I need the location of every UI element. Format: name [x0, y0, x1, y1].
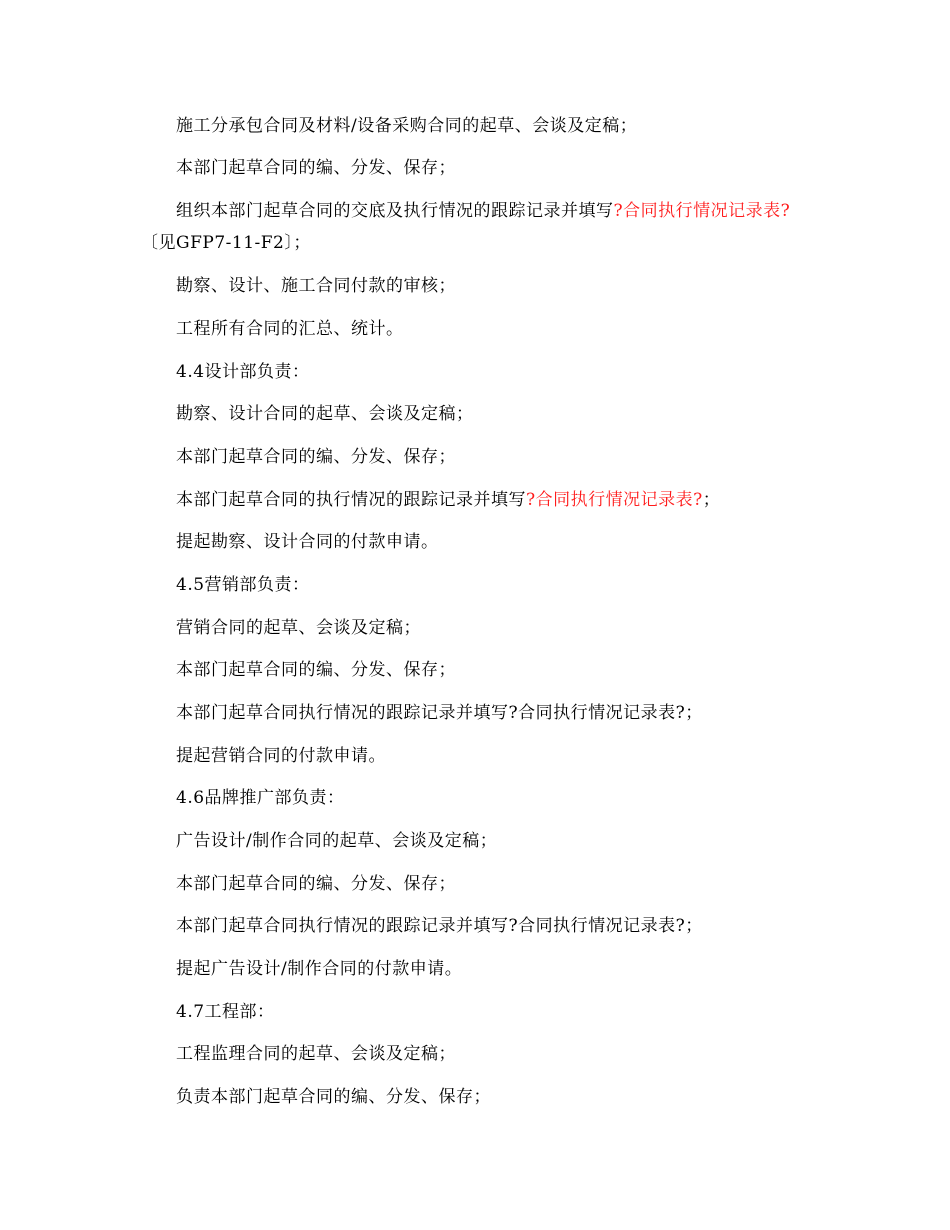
paragraph-line: 本部门起草合同的编、分发、保存；: [176, 660, 456, 680]
paragraph-line: 施工分承包合同及材料/设备采购合同的起草、会谈及定稿；: [176, 116, 638, 136]
form-reference-highlight: ?合同执行情况记录表?: [526, 490, 703, 510]
paragraph-line: 负责本部门起草合同的编、分发、保存；: [176, 1087, 491, 1107]
paragraph-text: 本部门起草合同的执行情况的跟踪记录并填写: [176, 490, 526, 510]
paragraph-text: 组织本部门起草合同的交底及执行情况的跟踪记录并填写: [176, 201, 614, 221]
paragraph-line: 本部门起草合同的编、分发、保存；: [176, 158, 456, 178]
section-heading: 4.5营销部负责：: [176, 575, 310, 595]
paragraph-line: 本部门起草合同执行情况的跟踪记录并填写?合同执行情况记录表?；: [176, 916, 703, 936]
paragraph-line: 广告设计/制作合同的起草、会谈及定稿；: [176, 831, 498, 851]
paragraph-line: 提起广告设计/制作合同的付款申请。: [176, 959, 463, 979]
paragraph-line: 工程监理合同的起草、会谈及定稿；: [176, 1044, 456, 1064]
section-heading: 4.7工程部：: [176, 1002, 275, 1022]
paragraph-line: [141, 195, 821, 259]
paragraph-line: 勘察、设计合同的起草、会谈及定稿；: [176, 404, 474, 424]
paragraph-line: 本部门起草合同的编、分发、保存；: [176, 874, 456, 894]
paragraph-line: 营销合同的起草、会谈及定稿；: [176, 618, 421, 638]
paragraph-line: 提起营销合同的付款申请。: [176, 746, 386, 766]
paragraph-text: 〔见GFP7-11-F2〕；: [141, 233, 311, 253]
form-reference-highlight: ?合同执行情况记录表?: [613, 201, 791, 221]
paragraph-line: 提起勘察、设计合同的付款申请。: [176, 532, 439, 552]
paragraph-text: ；: [702, 490, 721, 510]
paragraph-line: 本部门起草合同的编、分发、保存；: [176, 447, 456, 467]
paragraph-line: [176, 484, 720, 516]
paragraph-line: 勘察、设计、施工合同付款的审核；: [176, 276, 456, 296]
section-heading: 4.6品牌推广部负责：: [176, 788, 345, 808]
section-heading: 4.4设计部负责：: [176, 362, 310, 382]
paragraph-line: 本部门起草合同执行情况的跟踪记录并填写?合同执行情况记录表?；: [176, 703, 703, 723]
paragraph-line: 工程所有合同的汇总、统计。: [176, 319, 404, 339]
